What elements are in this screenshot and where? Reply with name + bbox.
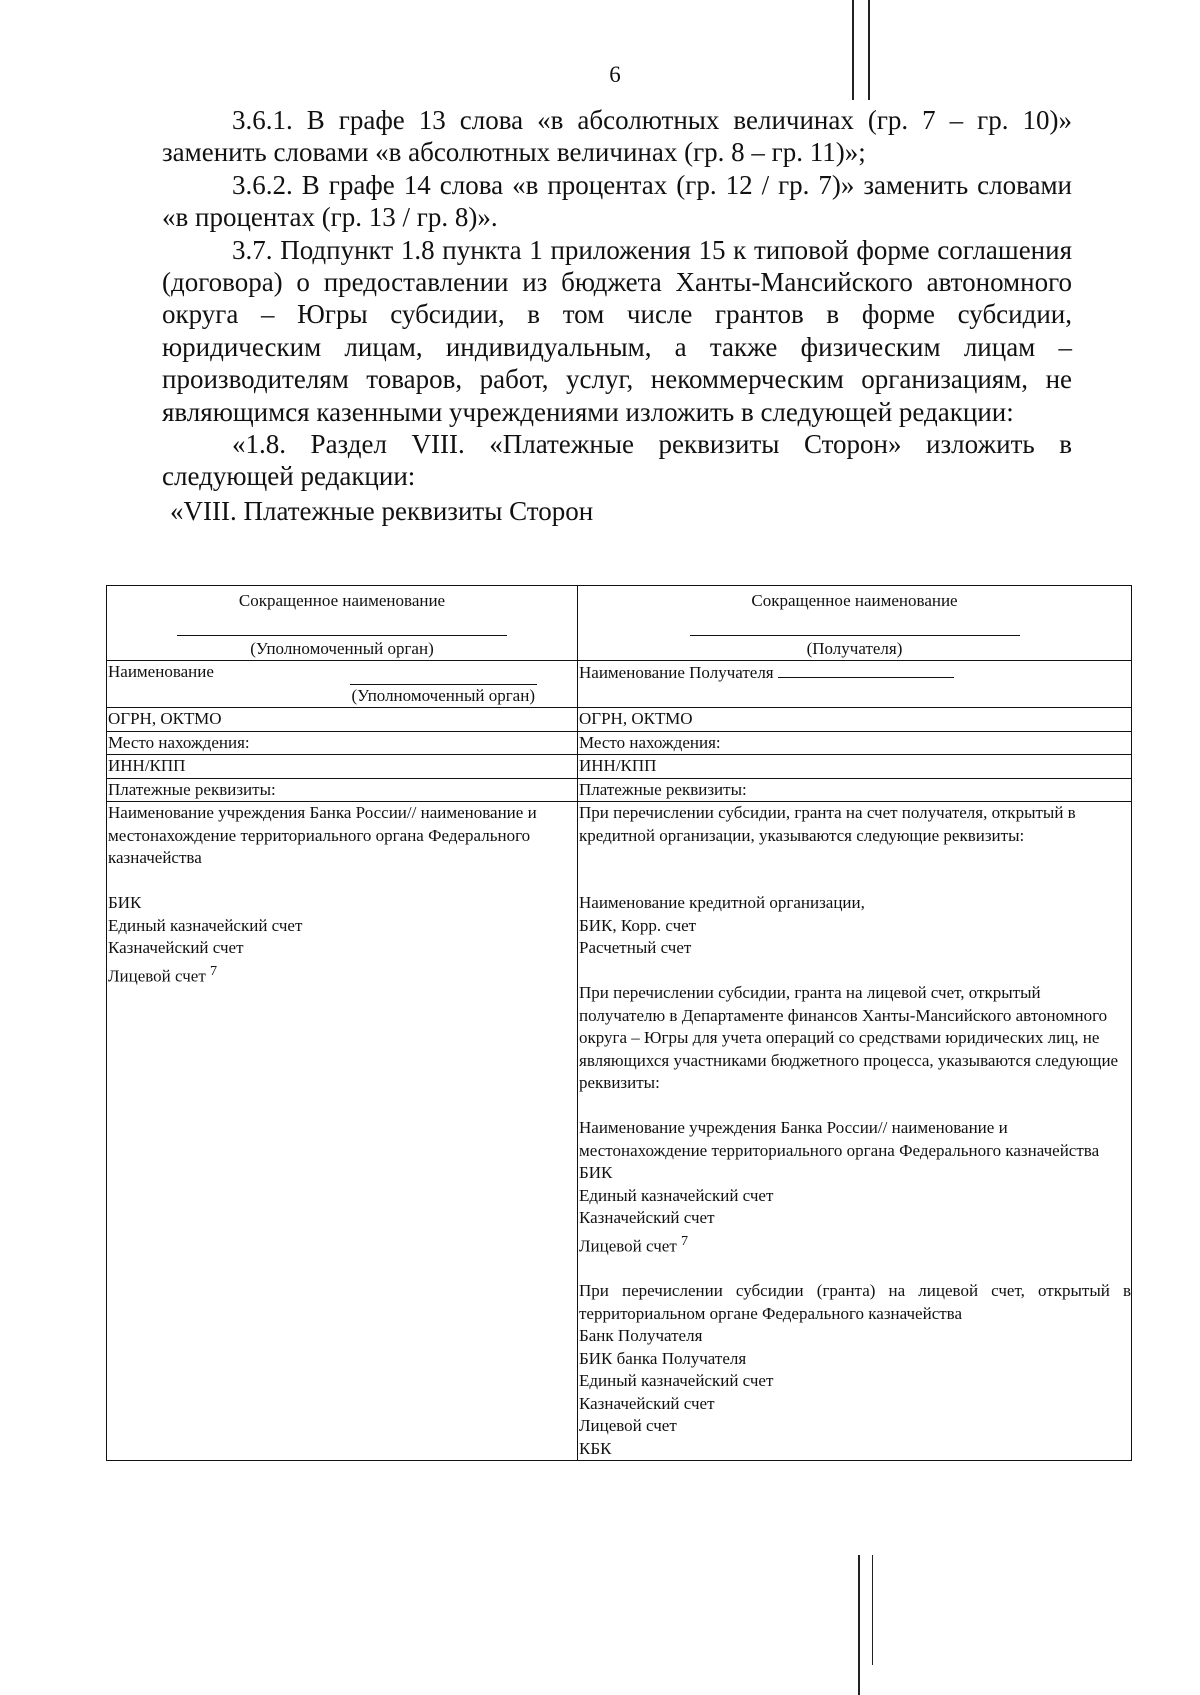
recipient-name-label: Наименование Получателя [579,663,774,682]
scan-artifact-line [868,0,870,100]
recipient-location-cell: Место нахождения: [578,731,1132,755]
authority-caption: (Уполномоченный орган) [250,638,434,658]
paragraph-3-6-2: 3.6.2. В графе 14 слова «в процентах (гр. 12 / гр. 7)» заменить словами «в процентах (гр. 13 / гр. 8)». [162,169,1072,233]
authority-details-cell [107,802,578,1461]
dept-bik: БИК [579,1163,613,1182]
recipient-payment-label-cell: Платежные реквизиты: [578,778,1132,802]
authority-short-name-label: Сокращенное наименование [238,591,446,610]
recipient-name-line [778,661,954,678]
authority-inn-cell: ИНН/КПП [107,755,578,779]
fed-single-treasury-account: Единый казначейский счет [579,1371,774,1391]
fed-treasury-intro: При перечислении субсидии (гранта) на лицевой счет, открытый в территориальном органе Федерального казначейства [579,1281,1131,1323]
fed-recipient-bank-bik: БИК банка Получателя [579,1348,747,1368]
authority-personal-account: Лицевой счет $^7$ [108,962,218,986]
recipient-caption: (Получателя) [806,638,903,658]
recipient-ogrn-cell: ОГРН, ОКТМО [578,708,1132,732]
credit-org-bik-corr: БИК, Корр. счет [579,915,697,935]
recipient-name-cell [578,661,1132,708]
authority-ogrn-cell: ОГРН, ОКТМО [107,708,578,732]
recipient-header-cell [578,586,1132,661]
dept-treasury-account: Казначейский счет [579,1208,715,1227]
footnote-marker: 7 [210,962,218,979]
table-row [107,802,1132,1461]
table-header-row [107,586,1132,661]
payment-details-table [106,585,1132,1461]
credit-org-intro: При перечислении субсидии, гранта на счет получателя, открытый в кредитной организации, указываются следующие реквизиты: [579,803,1076,845]
fed-kbk: КБК [579,1438,612,1458]
authority-location-cell: Место нахождения: [107,731,578,755]
authority-bank-name: Наименование учреждения Банка России// наименование и местонахождение территориального органа Федерального казначейства [108,803,537,867]
credit-org-settlement-account: Расчетный счет [579,938,692,957]
section-heading: «VIII. Платежные реквизиты Сторон [170,495,594,526]
footnote-marker: 7 [681,1232,689,1249]
authority-single-treasury-account: Единый казначейский счет [108,915,303,935]
dept-bank-name: Наименование учреждения Банка России// наименование и местонахождение территориального органа Федерального казначейства [579,1118,1100,1160]
scan-artifact-line [872,1555,873,1665]
dept-personal-account: Лицевой счет $^7$ [579,1232,689,1256]
table-row [107,755,1132,779]
table-row [107,731,1132,755]
dept-single-treasury-account: Единый казначейский счет [579,1185,774,1205]
authority-name-label: Наименование [108,662,214,681]
recipient-inn-cell: ИНН/КПП [578,755,1132,779]
table-row [107,661,1132,708]
fed-personal-account: Лицевой счет [579,1416,677,1436]
page-number: 6 [609,62,621,87]
authority-bik: БИК [108,893,142,912]
authority-name-caption: (Уполномоченный орган) [350,684,538,708]
fed-recipient-bank: Банк Получателя [579,1326,703,1346]
recipient-name-line [690,635,1020,636]
authority-header-cell [107,586,578,661]
authority-name-line [177,635,507,636]
scan-artifact-line [858,1555,860,1695]
fed-treasury-account: Казначейский счет [579,1393,715,1413]
authority-name-cell [107,661,578,708]
authority-treasury-account: Казначейский счет [108,938,244,957]
paragraph-3-6-1: 3.6.1. В графе 13 слова «в абсолютных величинах (гр. 7 – гр. 10)» заменить словами «в абсолютных величинах (гр. 8 – гр. 11)»; [162,105,1072,168]
scan-artifact-line [852,0,854,100]
table-row [107,708,1132,732]
table-row [107,778,1132,802]
dept-finance-intro: При перечислении субсидии, гранта на лицевой счет, открытый получателю в Департаменте финансов Ханты-Мансийского автономного округа – Югры для учета операций со средствами юридических лиц, не являющихся участниками бюджетного процесса, указываются следующие реквизиты: [579,983,1119,1092]
document-body [162,104,1072,527]
authority-payment-label-cell: Платежные реквизиты: [107,778,578,802]
credit-org-name: Наименование кредитной организации, [579,893,865,912]
recipient-short-name-label: Сокращенное наименование [751,591,958,610]
recipient-details-cell [578,802,1132,1461]
paragraph-1-8: «1.8. Раздел VIII. «Платежные реквизиты Сторон» изложить в следующей редакции: [162,429,1072,492]
paragraph-3-7: 3.7. Подпункт 1.8 пункта 1 приложения 15 к типовой форме соглашения (договора) о предоставлении из бюджета Ханты-Мансийского автономного округа – Югры субсидии, в том числе грантов в форме субсидии, юридическим лицам, индивидуальным, а также физическим лицам – производителям товаров, работ, услуг, некоммерческим организациям, не являющимся казенными учреждениями изложить в следующей редакции: [162,234,1072,427]
